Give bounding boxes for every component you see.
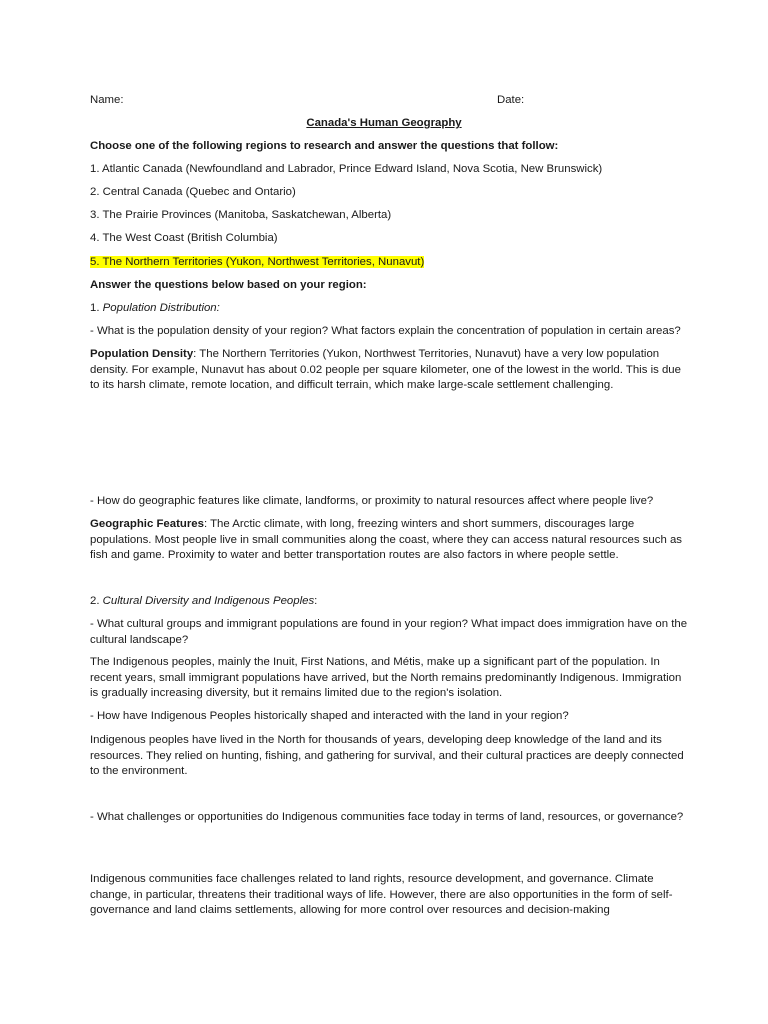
section-2-title-suffix: : <box>314 595 318 607</box>
section-1-number: 1. <box>90 302 103 314</box>
document-title <box>0 116 768 132</box>
region-item-5-highlight: 5. The Northern Territories (Yukon, Northwest Territories, Nunavut) <box>90 256 425 268</box>
document-title-text: Canada's Human Geography <box>306 117 462 129</box>
section-2-answer-2: Indigenous peoples have lived in the North for thousands of years, developing deep knowledge of the land and its resources. They relied on hunting, fishing, and gathering for survival, and their cultural practices are deeply connected to the environment. <box>90 734 684 777</box>
answer-1-text: : The Northern Territories (Yukon, Northwest Territories, Nunavut) have a very low population density. For example, Nunavut has about 0.02 people per square kilometer, one of the lowest in the world. This is due to its harsh climate, remote location, and difficult terrain, which make large-scale settlement challenging. <box>90 348 681 391</box>
section-1-heading <box>90 301 690 317</box>
section-2-answer-1: The Indigenous peoples, mainly the Inuit, First Nations, and Métis, make up a significant part of the population. In recent years, small immigrant populations have arrived, but the North remains predominantly Indigenous. Immigration is gradually increasing diversity, but it remains limited due to the region's isolation. <box>90 656 682 699</box>
section-1-answer-2 <box>90 517 690 564</box>
section-1-answer-1 <box>90 347 690 394</box>
section-1-question-1: - What is the population density of your region? What factors explain the concentration of population in certain areas? <box>90 325 681 337</box>
section-2-question-1: - What cultural groups and immigrant populations are found in your region? What impact does immigration have on the cultural landscape? <box>90 618 688 646</box>
region-item-5-selected <box>90 255 690 271</box>
region-item-4: 4. The West Coast (British Columbia) <box>90 232 278 244</box>
answer-2-text: : The Arctic climate, with long, freezing winters and short summers, discourages large populations. Most people live in small communities along the coast, where they can access natural resources such as fish and game. Proximity to water and better transportation routes are also factors in where people settle. <box>90 518 682 561</box>
region-item-1: 1. Atlantic Canada (Newfoundland and Labrador, Prince Edward Island, Nova Scotia, New Brunswick) <box>90 163 603 175</box>
answer-heading: Answer the questions below based on your region: <box>90 279 367 291</box>
section-2-heading <box>90 594 690 610</box>
name-label: Name: <box>90 94 124 106</box>
section-2-question-3: - What challenges or opportunities do Indigenous communities face today in terms of land, resources, or governance? <box>90 811 684 823</box>
answer-1-label: Population Density <box>90 348 194 360</box>
intro-instruction: Choose one of the following regions to research and answer the questions that follow: <box>90 140 559 152</box>
region-item-3: 3. The Prairie Provinces (Manitoba, Saskatchewan, Alberta) <box>90 209 392 221</box>
answer-2-label: Geographic Features <box>90 518 204 530</box>
section-2-title: Cultural Diversity and Indigenous Peoples <box>102 595 315 607</box>
date-label: Date: <box>497 94 525 106</box>
section-1-title: Population Distribution: <box>102 302 220 314</box>
section-2-question-2: - How have Indigenous Peoples historically shaped and interacted with the land in your region? <box>90 710 569 722</box>
section-2-answer-3: Indigenous communities face challenges related to land rights, resource development, and governance. Climate change, in particular, threatens their traditional ways of life. However, there are also opportunities in the form of self-governance and land claims settlements, allowing for more control over resources and decision-making <box>90 873 673 916</box>
section-1-question-2: - How do geographic features like climate, landforms, or proximity to natural resources affect where people live? <box>90 495 654 507</box>
section-2-number: 2. <box>90 595 103 607</box>
region-item-2: 2. Central Canada (Quebec and Ontario) <box>90 186 296 198</box>
